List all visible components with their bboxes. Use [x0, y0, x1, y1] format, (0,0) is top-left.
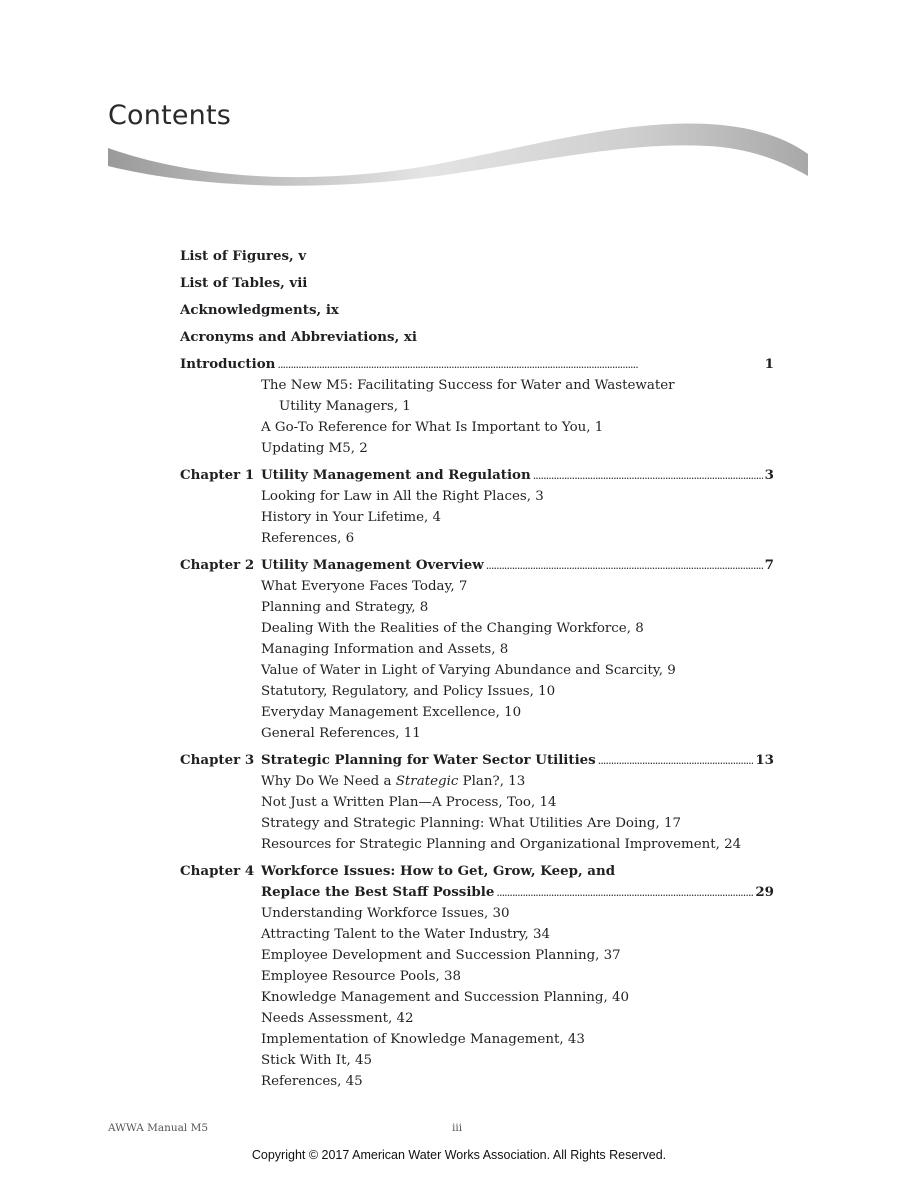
toc-entry[interactable]: References, 6	[261, 531, 355, 546]
front-matter-item[interactable]: List of Figures, v	[180, 248, 307, 264]
chapter-3-section	[180, 750, 774, 855]
toc-entry[interactable]: Value of Water in Light of Varying Abundance and Scarcity, 9	[261, 663, 676, 678]
introduction-entries	[261, 375, 774, 459]
toc-entry-text: Plan?, 13	[458, 774, 526, 789]
introduction-row[interactable]	[180, 354, 774, 375]
toc-entry[interactable]: Statutory, Regulatory, and Policy Issues, 10	[261, 684, 556, 699]
toc-entry[interactable]: Needs Assessment, 42	[261, 1011, 414, 1026]
toc-entry-text: A Go-To Reference for What Is Important to You, 1	[261, 420, 604, 435]
toc-entry[interactable]: Implementation of Knowledge Management, 43	[261, 1032, 585, 1047]
front-matter-item[interactable]: List of Tables, vii	[180, 275, 308, 291]
copyright-notice: Copyright © 2017 American Water Works Association. All Rights Reserved.	[251, 1148, 667, 1162]
chapter-4-label: Chapter 4	[180, 863, 255, 879]
chapter-3-row[interactable]	[180, 750, 774, 771]
toc-entry[interactable]: Strategy and Strategic Planning: What Utilities Are Doing, 17	[261, 816, 682, 831]
toc-entry[interactable]: Knowledge Management and Succession Planning, 40	[261, 990, 630, 1005]
chapter-2-title: Utility Management Overview	[261, 557, 484, 573]
toc-entry[interactable]: Understanding Workforce Issues, 30	[261, 906, 510, 921]
chapter-1-row[interactable]	[180, 465, 774, 486]
page-title: Contents	[108, 100, 232, 131]
chapter-3-title: Strategic Planning for Water Sector Utilities	[261, 752, 596, 768]
toc-entry[interactable]	[261, 771, 774, 792]
footer-manual-name: AWWA Manual M5	[108, 1122, 209, 1134]
chapter-4-row-1[interactable]	[180, 861, 774, 882]
chapter-3-entries	[261, 771, 774, 855]
front-matter-item[interactable]: Acknowledgments, ix	[180, 302, 339, 318]
toc-entry-text: Updating M5, 2	[261, 441, 368, 456]
introduction-page: 1	[764, 356, 774, 372]
toc-entry[interactable]: Not Just a Written Plan—A Process, Too, 14	[261, 795, 557, 810]
toc-entry[interactable]: Stick With It, 45	[261, 1053, 373, 1068]
chapter-2-page: 7	[764, 557, 774, 573]
chapter-4-section	[180, 861, 774, 1092]
toc-entry-emphasis: Strategic	[395, 774, 459, 789]
chapter-1-page: 3	[764, 467, 774, 483]
chapter-2-entries	[261, 576, 774, 744]
chapter-1-section	[180, 465, 774, 549]
footer-page-number: iii	[452, 1122, 463, 1134]
front-matter-item[interactable]: Acronyms and Abbreviations, xi	[180, 329, 417, 345]
chapter-4-row-2[interactable]	[180, 882, 774, 903]
toc-entry[interactable]: History in Your Lifetime, 4	[261, 510, 442, 525]
chapter-4-entries	[261, 903, 774, 1092]
chapter-4-title-line-2: Replace the Best Staff Possible	[261, 884, 495, 900]
toc-entry[interactable]: Employee Resource Pools, 38	[261, 969, 462, 984]
toc-entry[interactable]: Dealing With the Realities of the Changing Workforce, 8	[261, 621, 644, 636]
toc-entry[interactable]: Attracting Talent to the Water Industry, 34	[261, 927, 551, 942]
table-of-contents	[180, 246, 774, 1098]
toc-entry[interactable]: Employee Development and Succession Planning, 37	[261, 948, 621, 963]
toc-entry[interactable]: Looking for Law in All the Right Places, 3	[261, 489, 544, 504]
toc-entry[interactable]: Everyday Management Excellence, 10	[261, 705, 522, 720]
toc-entry[interactable]: General References, 11	[261, 726, 421, 741]
toc-entry[interactable]	[261, 438, 774, 459]
toc-entry-text: The New M5: Facilitating Success for Water and Wastewater	[261, 378, 675, 393]
toc-entry[interactable]: What Everyone Faces Today, 7	[261, 579, 468, 594]
chapter-1-title: Utility Management and Regulation	[261, 467, 531, 483]
chapter-1-entries	[261, 486, 774, 549]
toc-entry[interactable]	[261, 417, 774, 438]
chapter-3-label: Chapter 3	[180, 752, 255, 768]
chapter-2-section	[180, 555, 774, 744]
toc-entry[interactable]: Managing Information and Assets, 8	[261, 642, 509, 657]
chapter-4-title-line-1: Workforce Issues: How to Get, Grow, Keep, and	[261, 863, 616, 879]
dot-leader	[496, 882, 753, 903]
chapter-3-page: 13	[755, 752, 774, 768]
toc-entry[interactable]: References, 45	[261, 1074, 363, 1089]
chapter-2-row[interactable]	[180, 555, 774, 576]
front-matter-list	[180, 246, 774, 348]
decorative-swoosh	[108, 118, 808, 188]
dot-leader	[533, 465, 763, 486]
toc-entry[interactable]	[261, 375, 774, 417]
dot-leader	[277, 354, 762, 375]
toc-entry[interactable]: Planning and Strategy, 8	[261, 600, 429, 615]
chapter-1-label: Chapter 1	[180, 467, 255, 483]
chapter-2-label: Chapter 2	[180, 557, 255, 573]
dot-leader	[486, 555, 763, 576]
toc-entry[interactable]: Resources for Strategic Planning and Organizational Improvement, 24	[261, 837, 742, 852]
toc-entry-text: Why Do We Need a	[261, 774, 396, 789]
introduction-title: Introduction	[180, 356, 276, 372]
chapter-4-page: 29	[755, 884, 774, 900]
dot-leader	[598, 750, 754, 771]
introduction-section	[180, 354, 774, 459]
toc-entry-continuation: Utility Managers, 1	[279, 399, 411, 414]
